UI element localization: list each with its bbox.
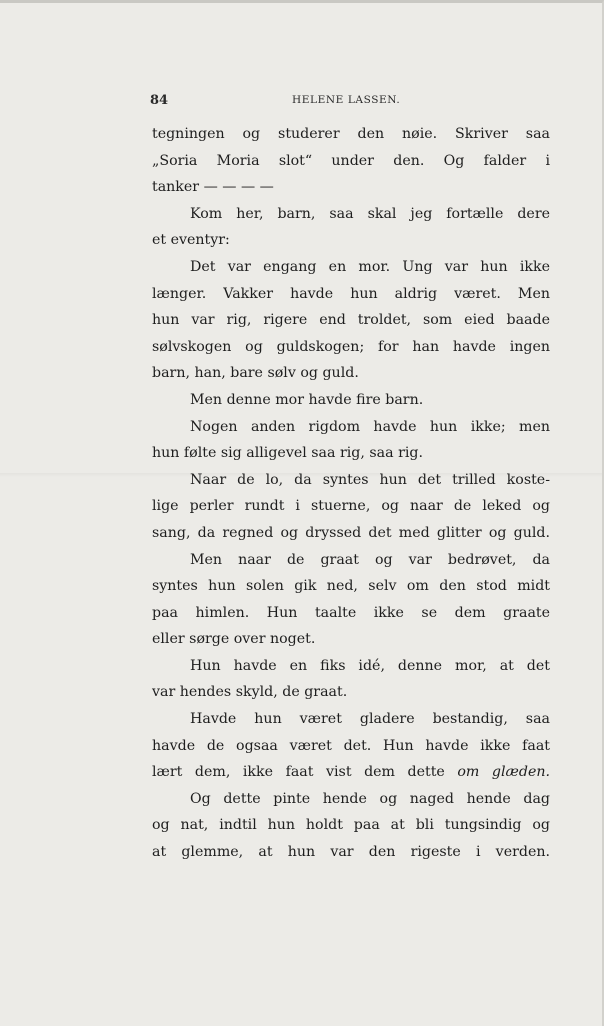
text-line: paa himlen. Hun taalte ikke se dem graate	[152, 604, 550, 621]
text-line	[152, 759, 550, 786]
text-line: eller sørge over noget.	[152, 631, 316, 648]
text-line: sang, da regned og dryssed det med glitter og guld.	[152, 524, 550, 541]
text-line: var hendes skyld, de graat.	[152, 684, 348, 701]
text-line: Havde hun været gladere bestandig, saa	[190, 711, 550, 728]
text-line: havde de ogsaa været det. Hun havde ikke faat	[152, 737, 550, 754]
text-line: at glemme, at hun var den rigeste i verden.	[152, 844, 550, 861]
text-line: længer. Vakker havde hun aldrig været. Men	[152, 285, 550, 302]
text-line: og nat, indtil hun holdt paa at bli tungsindig og	[152, 817, 550, 834]
running-head	[150, 93, 554, 111]
text-line: hun følte sig alligevel saa rig, saa rig.	[152, 445, 424, 462]
text-line: Det var engang en mor. Ung var hun ikke	[190, 258, 550, 275]
text-line-italic: om glæden.	[457, 764, 550, 781]
text-line: hun var rig, rigere end troldet, som eied baade	[152, 312, 550, 329]
text-line: tegningen og studerer den nøie. Skriver saa	[152, 126, 550, 142]
text-line: Men naar de graat og var bedrøvet, da	[190, 551, 550, 568]
body-text	[152, 121, 550, 866]
text-line: et eventyr:	[152, 232, 230, 249]
text-line: sølvskogen og guldskogen; for han havde ingen	[152, 338, 550, 355]
text-line: Naar de lo, da syntes hun det trilled koste-	[190, 471, 550, 488]
text-line: Hun havde en fiks idé, denne mor, at det	[190, 657, 550, 674]
text-line-roman: lært dem, ikke faat vist dem dette	[152, 764, 458, 781]
page-number: 84	[150, 93, 169, 108]
text-line: „Soria Moria slot“ under den. Og falder i	[152, 152, 550, 169]
text-line: barn, han, bare sølv og guld.	[152, 365, 359, 382]
text-line: Nogen anden rigdom havde hun ikke; men	[190, 418, 550, 435]
text-line: Men denne mor havde fire barn.	[190, 391, 424, 408]
running-title: HELENE LASSEN.	[292, 94, 401, 106]
text-line: lige perler rundt i stuerne, og naar de leked og	[152, 498, 550, 515]
text-line: tanker — — — —	[152, 179, 274, 196]
text-line: Kom her, barn, saa skal jeg fortælle dere	[190, 205, 550, 222]
text-line: Og dette pinte hende og naged hende dag	[190, 790, 550, 807]
text-line: syntes hun solen gik ned, selv om den stod midt	[152, 578, 550, 595]
